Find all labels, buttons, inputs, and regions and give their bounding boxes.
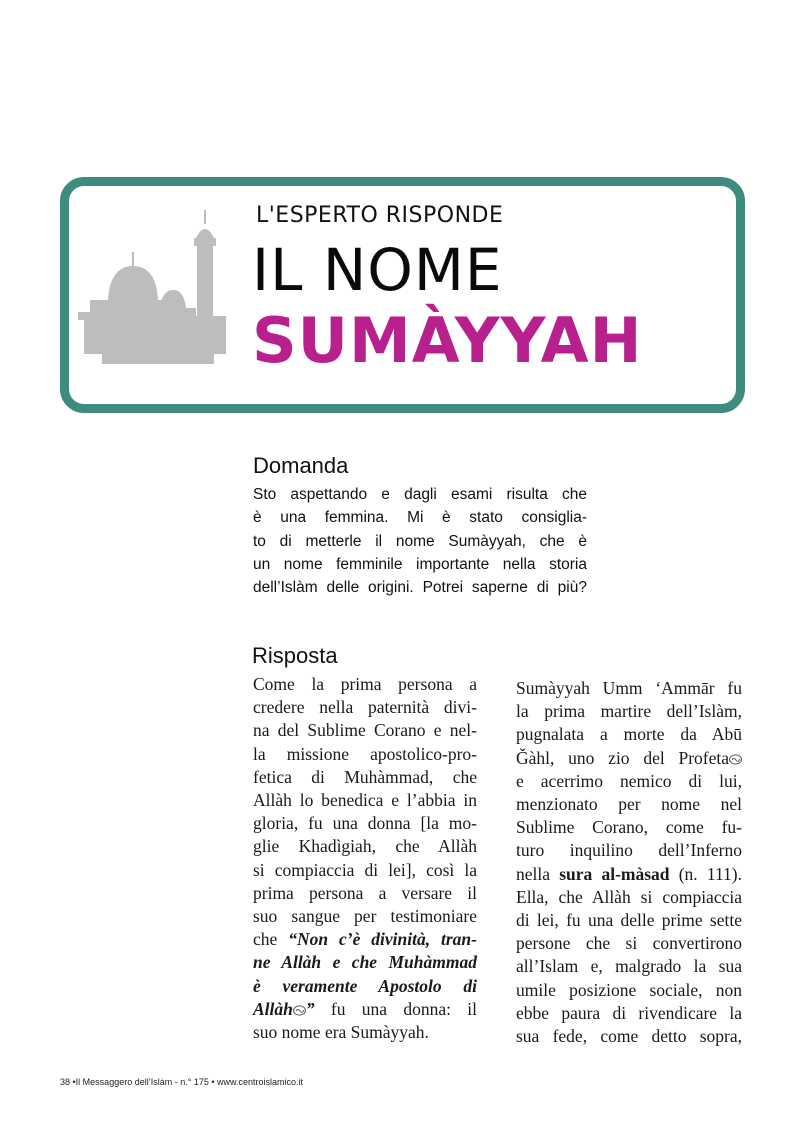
answer-line: ebbe paura di rivendicare la [516, 1002, 742, 1023]
answer-line: credere nella paternità divi- [253, 697, 477, 718]
answer-line: gloria, fu una donna [la mo- [253, 813, 477, 834]
mosque-icon [78, 204, 228, 372]
answer-line: persone che si convertirono [516, 933, 742, 954]
blessing-icon [293, 1005, 306, 1016]
answer-heading: Risposta [252, 643, 338, 668]
answer-line: menzionato per nome nel [516, 794, 742, 815]
answer-line: turo inquilino dell’Inferno [516, 840, 742, 861]
answer-line: di lei, fu una delle prime sette [516, 910, 742, 931]
answer-text: che [253, 929, 289, 950]
section-kicker: L'ESPERTO RISPONDE [256, 203, 504, 228]
answer-line: Sublime Corano, come fu- [516, 817, 742, 838]
answer-line: Sumàyyah Umm ‘Ammār fu [516, 678, 742, 698]
page-number: 38 [60, 1077, 71, 1087]
article-title-line1: IL NOME [252, 236, 503, 304]
question-text [253, 483, 587, 599]
answer-line: umile posizione sociale, non [516, 979, 742, 1000]
answer-line: la missione apostolico-pro- [253, 743, 477, 764]
answer-line: Come la prima persona a [253, 674, 477, 694]
answer-line [253, 998, 477, 1021]
answer-line: prima persona a versare il [253, 882, 477, 903]
answer-line: pugnalata a morte da Abū [516, 724, 742, 745]
answer-line [516, 747, 742, 770]
question-line: to di metterle il nome Sumàyyah, che è [253, 532, 587, 550]
article-title-line2: SUMÀYYAH [252, 304, 643, 377]
shahada-quote: Allàh [253, 998, 293, 1019]
page-footer [60, 1077, 303, 1087]
question-line: è una femmina. Mi è stato consiglia- [253, 509, 587, 527]
answer-line: suo sangue per testimoniare [253, 906, 477, 927]
answer-text: nella [516, 863, 560, 884]
answer-text: Ǧàhl, uno zio del Profeta [516, 747, 729, 768]
question-line: Sto aspettando e dagli esami risulta che [253, 486, 587, 503]
answer-line: na del Sublime Corano e nel- [253, 720, 477, 741]
question-line: dell’Islàm delle origini. Potrei saperne di più? [253, 579, 587, 597]
sura-name: sura al-màsad [559, 863, 670, 884]
answer-text: fu una donna: il [314, 998, 477, 1019]
answer-column-left [253, 673, 477, 1044]
answer-line [253, 928, 477, 951]
answer-line: all’Islam e, malgrado la sua [516, 956, 742, 977]
shahada-quote: “Non c’è divinità, tran- [288, 929, 477, 950]
question-heading: Domanda [253, 453, 349, 478]
question-line: un nome femminile importante nella storia [253, 555, 587, 573]
answer-line: Ella, che Allàh si compiaccia [516, 886, 742, 907]
answer-line: suo nome era Sumàyyah. [253, 1022, 429, 1043]
blessing-icon [729, 754, 742, 765]
answer-line: e acerrimo nemico di lui, [516, 770, 742, 791]
answer-line: si compiaccia di lei], così la [253, 859, 477, 880]
shahada-quote: è veramente Apostolo di [253, 975, 477, 996]
answer-line: glie Khadìgiah, che Allàh [253, 836, 477, 857]
footer-text: •Il Messaggero dell’Islàm - n.° 175 • www.centroislamico.it [72, 1077, 304, 1087]
answer-line: Allàh lo benedica e l’abbia in [253, 790, 477, 811]
answer-line [516, 863, 742, 886]
answer-line: fetica di Muhàmmad, che [253, 766, 477, 787]
shahada-quote: ” [305, 998, 315, 1019]
answer-line: la prima martire dell’Islàm, [516, 701, 742, 722]
answer-text: (n. 111). [669, 863, 742, 884]
answer-column-right [516, 677, 742, 1048]
answer-line: sua fede, come detto sopra, [516, 1026, 742, 1047]
shahada-quote: ne Allàh e che Muhàmmad [253, 952, 477, 973]
